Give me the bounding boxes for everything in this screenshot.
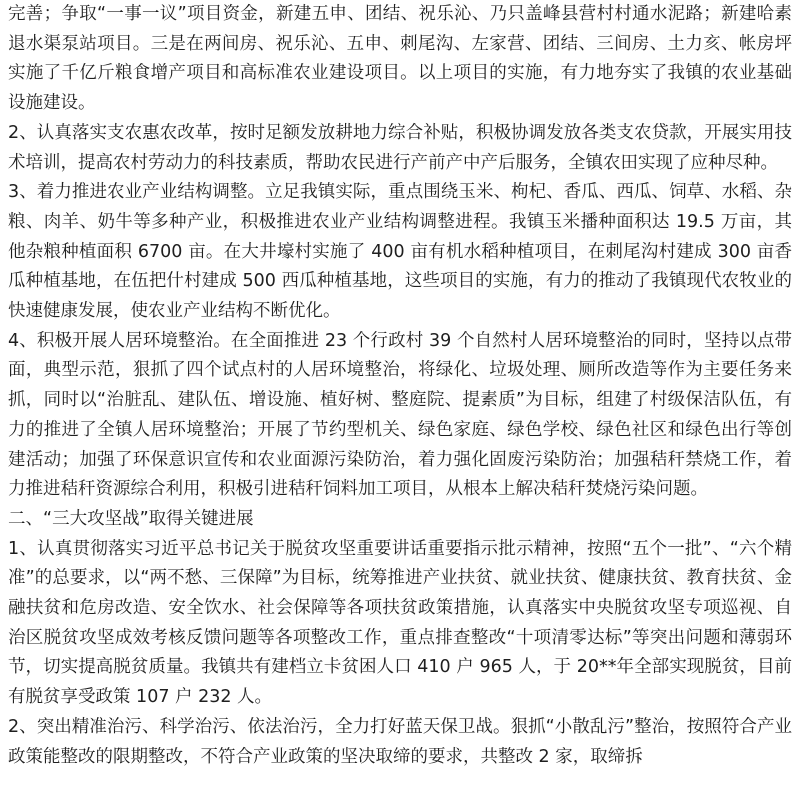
paragraph-industry-restructuring: 3、着力推进农业产业结构调整。立足我镇实际，重点围绕玉米、枸杞、香瓜、西瓜、饲草、水稻、杂粮、肉羊、奶牛等多种产业，积极推进农业产业结构调整进程。我镇玉米播种面积达 19.5 万亩，其他杂粮种植面积 6700 亩。在大井壕村实施了 400 亩有机水稻种植项目，在刺尾沟村建成 300 亩香瓜种植基地，在伍把什村建成 500 西瓜种植基地，这些项目的实施，有力的推动了我镇现代农牧业的快速健康发展，使农业产业结构不断优化。 (8, 182, 792, 322)
document-body (8, 0, 792, 772)
paragraph-living-environment: 4、积极开展人居环境整治。在全面推进 23 个行政村 39 个自然村人居环境整治的同时，坚持以点带面，典型示范，狠抓了四个试点村的人居环境整治，将绿化、垃圾处理、厕所改造等作为主要任务来抓，同时以“治脏乱、建队伍、增设施、植好树、整庭院、提素质”为目标，组建了村级保洁队伍，有力的推进了全镇人居环境整治；开展了节约型机关、绿色家庭、绿色学校、绿色社区和绿色出行等创建活动；加强了环保意识宣传和农业面源污染防治，着力强化固废污染防治；加强秸秆禁烧工作，着力推进秸秆资源综合利用，积极引进秸秆饲料加工项目，从根本上解决秸秆焚烧污染问题。 (8, 330, 792, 500)
paragraph-infrastructure: 完善；争取“一事一议”项目资金，新建五申、团结、祝乐沁、乃只盖峰县营村村通水泥路；新建哈素退水渠泵站项目。三是在两间房、祝乐沁、五申、刺尾沟、左家营、团结、三间房、土力亥、帐房坪实施了千亿斤粮食增产项目和高标准农业建设项目。以上项目的实施，有力地夯实了我镇的农业基础设施建设。 (8, 4, 792, 114)
paragraph-poverty-alleviation: 1、认真贯彻落实习近平总书记关于脱贫攻坚重要讲话重要指示批示精神，按照“五个一批”、“六个精准”的总要求，以“两不愁、三保障”为目标，统筹推进产业扶贫、就业扶贫、健康扶贫、教育扶贫、金融扶贫和危房改造、安全饮水、社会保障等各项扶贫政策措施，认真落实中央脱贫攻坚专项巡视、自治区脱贫攻坚成效考核反馈问题等各项整改工作，重点排查整改“十项清零达标”等突出问题和薄弱环节，切实提高脱贫质量。我镇共有建档立卡贫困人口 410 户 965 人，于 20**年全部实现脱贫，目前有脱贫享受政策 107 户 232 人。 (8, 538, 792, 708)
paragraph-agricultural-support: 2、认真落实支农惠农改革，按时足额发放耕地力综合补贴，积极协调发放各类支农贷款，开展实用技术培训，提高农村劳动力的科技素质，帮助农民进行产前产中产后服务，全镇农田实现了应种尽种。 (8, 122, 792, 173)
section-heading-three-battles: 二、“三大攻坚战”取得关键进展 (8, 508, 254, 529)
paragraph-pollution-control: 2、突出精准治污、科学治污、依法治污，全力打好蓝天保卫战。狠抓“小散乱污”整治，按照符合产业政策能整改的限期整改，不符合产业政策的坚决取缔的要求，共整改 2 家，取缔拆 (8, 716, 792, 767)
